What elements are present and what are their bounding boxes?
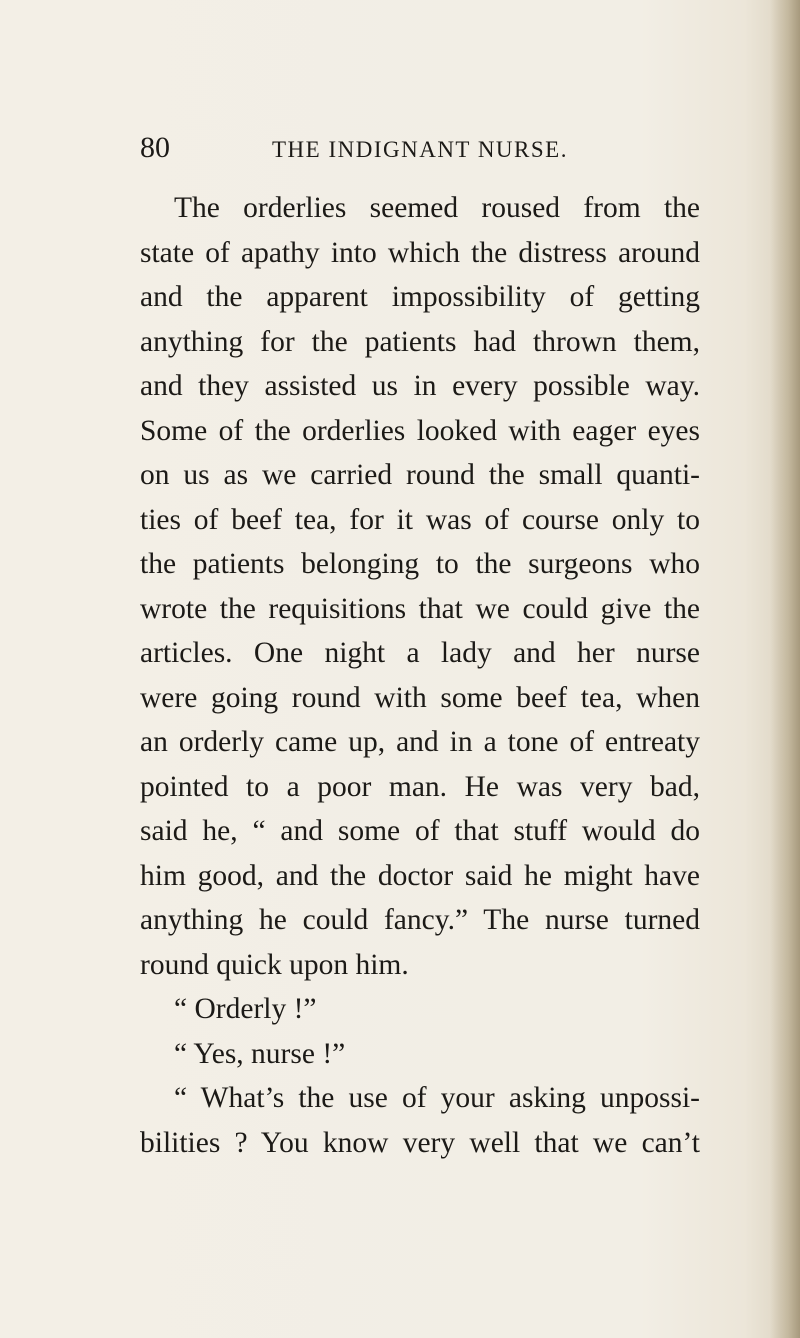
text-line: “ What’s the use of your asking unpossi- <box>174 1082 700 1114</box>
text-line: and they assisted us in every possible way. <box>140 370 700 402</box>
text-line: wrote the requisitions that we could give the <box>140 592 700 625</box>
page-edge-shadow <box>770 0 800 1338</box>
text-line: said he, “ and some of that stuff would do <box>140 815 700 847</box>
text-line: an orderly came up, and in a tone of entreaty <box>140 726 700 758</box>
text-line: him good, and the doctor said he might have <box>140 859 700 892</box>
text-line: on us as we carried round the small quanti- <box>140 459 700 491</box>
text-line: state of apathy into which the distress around <box>140 236 700 269</box>
text-line: and the apparent impossibility of getting <box>140 281 700 313</box>
text-line: pointed to a poor man. He was very bad, <box>140 770 700 803</box>
text-line: Some of the orderlies looked with eager eyes <box>140 414 700 447</box>
text-line: The orderlies seemed roused from the <box>174 192 700 224</box>
running-title: THE INDIGNANT NURSE. <box>272 137 568 162</box>
body-text <box>140 186 700 1165</box>
page-header <box>140 128 740 168</box>
text-line: “ Yes, nurse !” <box>174 1037 346 1070</box>
text-line: anything for the patients had thrown them, <box>140 325 700 358</box>
page-number: 80 <box>140 131 170 164</box>
text-line: were going round with some beef tea, when <box>140 681 700 714</box>
text-line: the patients belonging to the surgeons who <box>140 548 700 580</box>
text-line: “ Orderly !” <box>174 993 317 1025</box>
text-line: ties of beef tea, for it was of course only to <box>140 503 700 536</box>
text-line: bilities ? You know very well that we can’t <box>140 1126 700 1159</box>
text-line: anything he could fancy.” The nurse turned <box>140 904 700 936</box>
text-line: articles. One night a lady and her nurse <box>140 637 700 669</box>
text-line: round quick upon him. <box>140 948 409 981</box>
